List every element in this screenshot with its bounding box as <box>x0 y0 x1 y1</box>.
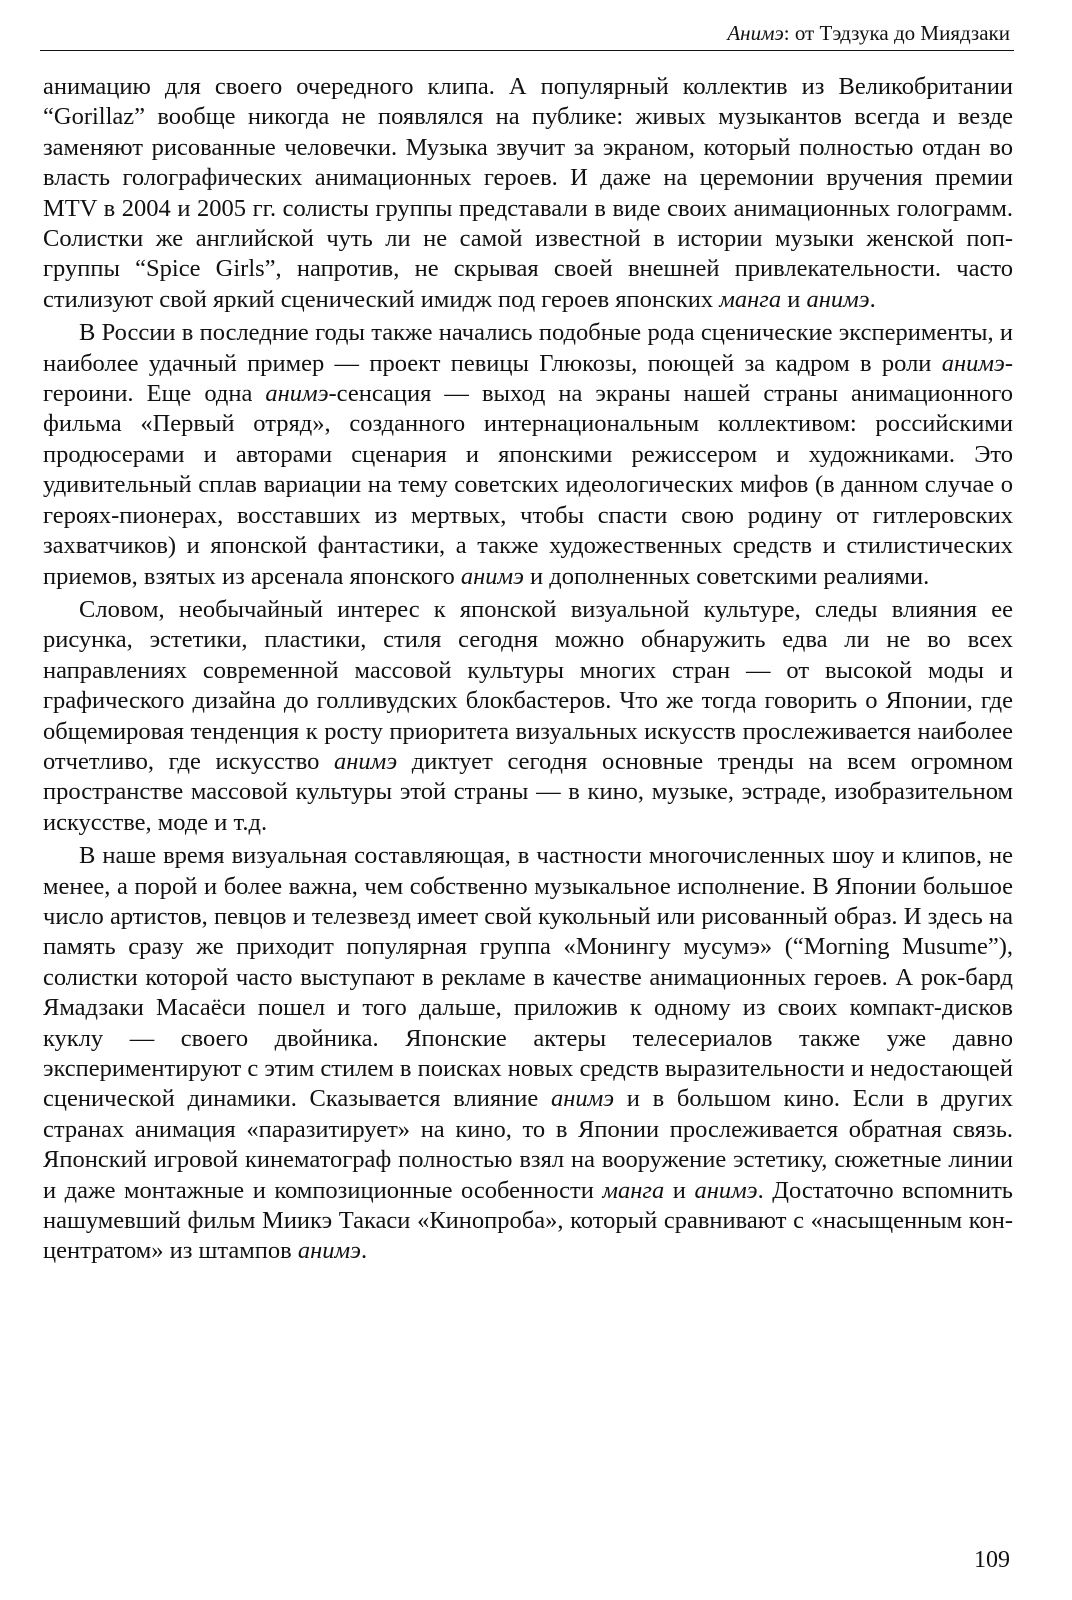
italic-term: анимэ <box>334 747 398 775</box>
text-run: . <box>869 285 876 313</box>
text-run: и <box>664 1176 695 1204</box>
text-run: диктует сегодня основные тренды на всем огромном пространстве массовой культуры этой страны — в кино, музыке, эстраде, изобразительном искусстве, моде и т.д. <box>43 747 1013 836</box>
italic-term: анимэ <box>806 285 870 313</box>
text-run: . <box>360 1237 368 1265</box>
paragraph-2 <box>43 318 1013 592</box>
text-run: Словом, необычайный интерес к японской визуальной культуре, следы влияния ее рисунка, эстетики, пластики, стиля сегодня можно обнаружить едва ли не во всех направлениях современной массовой культуры многих стран — от высокой моды и графического дизайна до голливудских блокбастеров. Что же тогда говорить о Японии, где общемировая тенденция к росту приоритета визуальных искусств прослеживается наиболее отчетливо, где искусство <box>43 595 1013 775</box>
text-run: анимацию для своего очередного клипа. А популярный коллектив из Великобритании “Gorillaz” вообще никогда не появлялся на публике: живых музыкантов всегда и везде заменяют рисованные человечки. Музыка звучит за экраном, который полностью отдан во власть голографических анимационных героев. И даже на церемонии вручения премии MTV в 2004 и 2005 гг. солисты группы представали в виде своих анимационных голограмм. Солистки же английской чуть ли не самой известной в истории музыки женской поп-группы “Spice Girls”, напротив, не скрывая своей внешней привлекательности. часто стилизуют свой яркий сценический имидж под героев японских <box>43 73 1013 313</box>
text-run: и <box>781 285 807 313</box>
italic-term: анимэ <box>297 1237 361 1265</box>
running-head-italic: Анимэ <box>727 21 784 45</box>
italic-term: анимэ <box>694 1176 758 1204</box>
page-number: 109 <box>974 1547 1010 1573</box>
text-run: В наше время визуальная составляющая, в частности многочисленных шоу и клипов, не менее, а порой и более важна, чем собственно музыкальное исполнение. В Японии большое число артистов, певцов и телезвезд имеет свой кукольный или рисованный образ. И здесь на память сразу же приходит популярная группа «Монингу мусумэ» (“Morning Musume”), солистки которой часто выступают в рекламе в качестве анимационных героев. А рок-бард Ямадзаки Масаёси пошел и того дальше, приложив к одному из своих компакт-дисков куклу — своего двойника. Японские актеры телесериалов также уже давно экспериментируют с этим стилем в поисках новых средств выразительности и недостающей сценической динамики. Сказывается влияние <box>43 842 1013 1113</box>
header-rule <box>40 50 1014 51</box>
paragraph-1 <box>43 72 1013 315</box>
running-head <box>727 20 1010 46</box>
paragraph-3 <box>43 595 1013 838</box>
italic-term: анимэ <box>550 1085 615 1113</box>
italic-term: анимэ <box>941 349 1005 377</box>
italic-term: анимэ <box>265 380 329 408</box>
text-run: -сенсация — выход на экраны нашей страны анимационного фильма «Первый отряд», созданного интернациональным коллективом: российскими продюсерами и авторами сценария и японскими режиссером и художниками. Это удивительный сплав вариации на тему советских идеологических мифов (в данном случае о героях-пионерах, восставших из мертвых, чтобы спасти свою родину от гитлеровских захватчиков) и японской фантастики, а также художественных средств и стилистических приемов, взятых из арсенала японского <box>43 380 1013 590</box>
text-run: . Достаточно вспомнить нашумевший фильм Миикэ Такаси «Кинопроба», который сравнивают с «насыщенным концентратом» из штампов <box>43 1176 1013 1265</box>
paragraph-4 <box>43 841 1013 1267</box>
italic-term: анимэ <box>460 562 524 590</box>
italic-term: манга <box>719 285 782 313</box>
text-run: и в большом кино. Если в других странах анимация «паразитирует» на кино, то в Японии прослеживается обратная связь. Японский игровой кинематограф полностью взял на вооружение эстетику, сюжетные линии и даже монтажные и композиционные особенности <box>43 1085 1013 1204</box>
running-head-rest: : от Тэдзука до Миядзаки <box>783 21 1010 45</box>
body-text <box>43 72 1013 1270</box>
text-run: В России в последние годы также начались подобные рода сценические эксперименты, и наиболее удачный пример — проект певицы Глюкозы, поющей за кадром в роли <box>43 319 1013 377</box>
text-run: -героини. Еще одна <box>43 349 1013 408</box>
italic-term: манга <box>602 1176 665 1204</box>
text-run: и дополненных советскими реалиями. <box>523 562 930 590</box>
